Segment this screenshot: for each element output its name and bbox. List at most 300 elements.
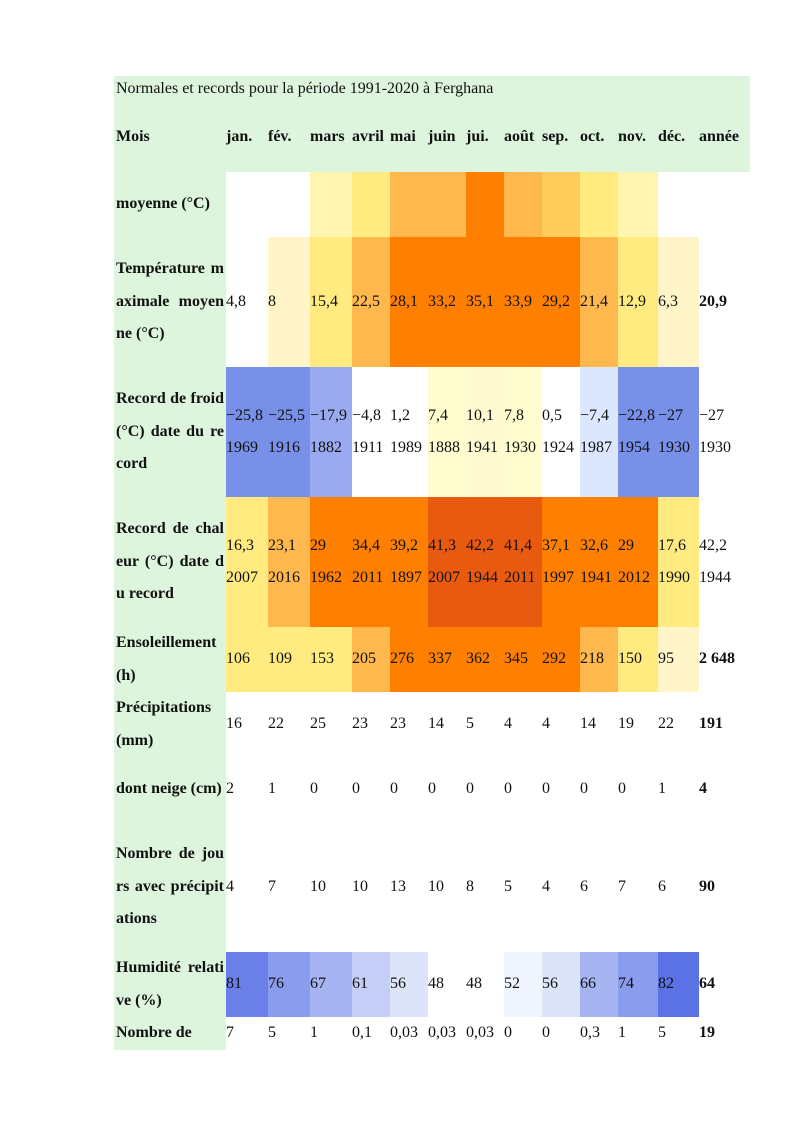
record-value: −17,9: [310, 406, 348, 424]
cell-temp-max-mai: [390, 237, 428, 367]
cell-jours-precip-aout: [504, 822, 542, 952]
cell-nombre-de-dec: [658, 1017, 699, 1050]
cell-record-froid-sep: [542, 367, 580, 497]
cell-value: 10: [352, 877, 368, 895]
cell-record-chaleur-avril: [352, 497, 390, 627]
cell-value: 0: [466, 780, 474, 798]
record-year: 2007: [428, 569, 460, 586]
cell-value: 0,3: [580, 1024, 600, 1041]
cell-temp-max-sep: [542, 237, 580, 367]
record-value: −4,8: [352, 406, 382, 424]
climate-table-container: [114, 76, 750, 1050]
cell-moyenne-juillet: [466, 172, 504, 237]
cell-nombre-de-avril: [352, 1017, 390, 1050]
cell-value: 15,4: [310, 292, 338, 310]
cell-value: 14: [580, 715, 596, 733]
cell-value: 29,2: [542, 292, 570, 310]
row-label-precipitations: Précipitations (mm): [114, 692, 226, 757]
cell-ensoleillement-annee: [699, 627, 750, 692]
cell-value: 95: [658, 650, 674, 668]
cell-humidite-sep: [542, 952, 580, 1017]
cell-value: 4: [542, 877, 550, 895]
header-row: [114, 102, 750, 172]
cell-ensoleillement-mai: [390, 627, 428, 692]
cell-precipitations-sep: [542, 692, 580, 757]
cell-value: 4: [504, 715, 512, 733]
record-value: −7,4: [580, 406, 610, 424]
cell-jours-precip-juin: [428, 822, 466, 952]
cell-value: 5: [466, 715, 474, 733]
record-year: 1944: [466, 569, 498, 586]
cell-record-chaleur-mai: [390, 497, 428, 627]
record-value: 32,6: [580, 536, 608, 554]
cell-ensoleillement-mars: [310, 627, 352, 692]
cell-humidite-nov: [618, 952, 658, 1017]
record-year: 2011: [504, 569, 536, 586]
cell-moyenne-oct: [580, 172, 618, 237]
row-record-chaleur: [114, 497, 750, 627]
row-label-neige: dont neige (cm): [114, 757, 226, 822]
cell-temp-max-annee: [699, 237, 750, 367]
cell-value: 8: [466, 877, 474, 895]
cell-humidite-oct: [580, 952, 618, 1017]
cell-record-chaleur-sep: [542, 497, 580, 627]
cell-value: 61: [352, 975, 368, 993]
cell-value: 48: [466, 975, 482, 993]
cell-nombre-de-oct: [580, 1017, 618, 1050]
cell-neige-juin: [428, 757, 466, 822]
cell-value: 0: [542, 780, 550, 798]
record-year: 2016: [268, 569, 300, 586]
cell-value: 52: [504, 975, 520, 993]
cell-neige-mai: [390, 757, 428, 822]
cell-neige-nov: [618, 757, 658, 822]
cell-value: 106: [226, 650, 250, 668]
annual-year: 1930: [699, 439, 731, 456]
record-value: 17,6: [658, 536, 686, 554]
cell-nombre-de-annee: [699, 1017, 750, 1050]
row-precipitations: [114, 692, 750, 757]
header-fev: fév.: [268, 102, 310, 172]
cell-nombre-de-fev: [268, 1017, 310, 1050]
record-value: 16,3: [226, 536, 254, 554]
cell-record-chaleur-aout: [504, 497, 542, 627]
annual-value: 90: [699, 877, 715, 895]
cell-moyenne-dec: [658, 172, 699, 237]
cell-moyenne-juin: [428, 172, 466, 237]
cell-value: 5: [504, 877, 512, 895]
record-value: 10,1: [466, 406, 494, 424]
record-year: 1989: [390, 439, 422, 456]
cell-value: 0: [352, 780, 360, 798]
header-nov: nov.: [618, 102, 658, 172]
cell-precipitations-juillet: [466, 692, 504, 757]
cell-value: 0: [618, 780, 626, 798]
cell-value: 28,1: [390, 292, 418, 310]
cell-value: 0,03: [390, 1024, 418, 1041]
cell-neige-jan: [226, 757, 268, 822]
annual-value: 2 648: [699, 650, 735, 668]
cell-ensoleillement-aout: [504, 627, 542, 692]
cell-neige-fev: [268, 757, 310, 822]
cell-moyenne-sep: [542, 172, 580, 237]
cell-nombre-de-sep: [542, 1017, 580, 1050]
annual-value: 64: [699, 975, 715, 993]
header-sep: sep.: [542, 102, 580, 172]
row-nombre-de: [114, 1017, 750, 1050]
cell-nombre-de-mars: [310, 1017, 352, 1050]
cell-record-froid-juillet: [466, 367, 504, 497]
climate-table: [114, 102, 750, 1050]
cell-neige-juillet: [466, 757, 504, 822]
cell-value: 0,1: [352, 1024, 372, 1041]
annual-value: 42,2: [699, 536, 727, 554]
cell-value: 19: [618, 715, 634, 733]
row-jours-precip: [114, 822, 750, 952]
cell-precipitations-jan: [226, 692, 268, 757]
row-moyenne: [114, 172, 750, 237]
record-year: 1997: [542, 569, 574, 586]
cell-value: 362: [466, 650, 490, 668]
record-value: −27: [658, 406, 684, 424]
cell-precipitations-oct: [580, 692, 618, 757]
cell-value: 4: [226, 877, 234, 895]
cell-temp-max-juillet: [466, 237, 504, 367]
cell-record-froid-juin: [428, 367, 466, 497]
cell-ensoleillement-nov: [618, 627, 658, 692]
cell-precipitations-avril: [352, 692, 390, 757]
cell-jours-precip-dec: [658, 822, 699, 952]
cell-precipitations-dec: [658, 692, 699, 757]
record-year: 1930: [658, 439, 690, 456]
cell-moyenne-annee: [699, 172, 750, 237]
record-value: −22,8: [618, 406, 656, 424]
cell-value: 205: [352, 650, 376, 668]
cell-temp-max-jan: [226, 237, 268, 367]
cell-jours-precip-oct: [580, 822, 618, 952]
cell-record-chaleur-dec: [658, 497, 699, 627]
cell-moyenne-mars: [310, 172, 352, 237]
record-year: 1897: [390, 569, 422, 586]
header-mai: mai: [390, 102, 428, 172]
cell-value: 345: [504, 650, 528, 668]
cell-value: 10: [310, 877, 326, 895]
cell-value: 1: [658, 780, 666, 798]
cell-record-froid-annee: [699, 367, 750, 497]
cell-nombre-de-mai: [390, 1017, 428, 1050]
cell-value: 6,3: [658, 292, 678, 310]
header-juin: juin: [428, 102, 466, 172]
cell-record-chaleur-annee: [699, 497, 750, 627]
cell-ensoleillement-avril: [352, 627, 390, 692]
cell-precipitations-mars: [310, 692, 352, 757]
cell-nombre-de-aout: [504, 1017, 542, 1050]
cell-value: 82: [658, 975, 674, 993]
row-label-record-froid: Record de froid (°C) date du record: [114, 367, 226, 497]
cell-value: 22: [658, 715, 674, 733]
record-value: −25,5: [268, 406, 306, 424]
cell-value: 76: [268, 975, 284, 993]
cell-value: 7: [226, 1024, 234, 1041]
record-year: 1916: [268, 439, 300, 456]
cell-value: 23: [352, 715, 368, 733]
record-value: 34,4: [352, 536, 380, 554]
cell-humidite-aout: [504, 952, 542, 1017]
cell-value: 0: [310, 780, 318, 798]
cell-value: 56: [390, 975, 406, 993]
record-value: 23,1: [268, 536, 296, 554]
cell-value: 150: [618, 650, 642, 668]
record-year: 1954: [618, 439, 650, 456]
record-value: 1,2: [390, 406, 410, 424]
row-label-record-chaleur: Record de chaleur (°C) date du record: [114, 497, 226, 627]
cell-value: 14: [428, 715, 444, 733]
cell-value: 1: [310, 1024, 318, 1041]
cell-humidite-mai: [390, 952, 428, 1017]
cell-neige-sep: [542, 757, 580, 822]
cell-neige-avril: [352, 757, 390, 822]
record-value: 0,5: [542, 406, 562, 424]
cell-neige-mars: [310, 757, 352, 822]
cell-value: 8: [268, 292, 276, 310]
row-humidite: [114, 952, 750, 1017]
cell-temp-max-dec: [658, 237, 699, 367]
row-label-ensoleillement: Ensoleillement (h): [114, 627, 226, 692]
cell-value: 218: [580, 650, 604, 668]
cell-value: 0: [542, 1024, 550, 1041]
cell-value: 337: [428, 650, 452, 668]
cell-jours-precip-nov: [618, 822, 658, 952]
header-aout: août: [504, 102, 542, 172]
cell-value: 48: [428, 975, 444, 993]
cell-precipitations-juin: [428, 692, 466, 757]
record-year: 1911: [352, 439, 384, 456]
record-year: 1941: [580, 569, 612, 586]
header-juillet: jui.: [466, 102, 504, 172]
cell-value: 74: [618, 975, 634, 993]
cell-jours-precip-mars: [310, 822, 352, 952]
record-year: 2012: [618, 569, 650, 586]
record-value: 39,2: [390, 536, 418, 554]
record-value: 7,8: [504, 406, 524, 424]
cell-humidite-jan: [226, 952, 268, 1017]
cell-precipitations-fev: [268, 692, 310, 757]
cell-value: 0: [390, 780, 398, 798]
cell-value: 13: [390, 877, 406, 895]
cell-value: 0: [504, 1024, 512, 1041]
cell-humidite-annee: [699, 952, 750, 1017]
header-jan: jan.: [226, 102, 268, 172]
cell-record-chaleur-juin: [428, 497, 466, 627]
cell-value: 6: [658, 877, 666, 895]
cell-precipitations-annee: [699, 692, 750, 757]
cell-ensoleillement-fev: [268, 627, 310, 692]
record-value: 29: [310, 536, 326, 554]
cell-record-froid-dec: [658, 367, 699, 497]
cell-moyenne-fev: [268, 172, 310, 237]
cell-record-chaleur-juillet: [466, 497, 504, 627]
record-value: 37,1: [542, 536, 570, 554]
record-year: 1990: [658, 569, 690, 586]
cell-humidite-dec: [658, 952, 699, 1017]
cell-value: 81: [226, 975, 242, 993]
record-year: 1969: [226, 439, 258, 456]
annual-year: 1944: [699, 569, 731, 586]
cell-value: 66: [580, 975, 596, 993]
cell-ensoleillement-oct: [580, 627, 618, 692]
cell-jours-precip-avril: [352, 822, 390, 952]
cell-value: 0: [428, 780, 436, 798]
annual-value: 19: [699, 1024, 715, 1041]
cell-nombre-de-juin: [428, 1017, 466, 1050]
cell-neige-annee: [699, 757, 750, 822]
cell-jours-precip-sep: [542, 822, 580, 952]
cell-jours-precip-juillet: [466, 822, 504, 952]
cell-temp-max-fev: [268, 237, 310, 367]
row-record-froid: [114, 367, 750, 497]
annual-value: 4: [699, 780, 707, 798]
cell-record-froid-nov: [618, 367, 658, 497]
cell-value: 4: [542, 715, 550, 733]
cell-temp-max-oct: [580, 237, 618, 367]
row-neige: [114, 757, 750, 822]
cell-value: 292: [542, 650, 566, 668]
cell-humidite-juin: [428, 952, 466, 1017]
cell-humidite-avril: [352, 952, 390, 1017]
cell-temp-max-aout: [504, 237, 542, 367]
cell-moyenne-jan: [226, 172, 268, 237]
cell-ensoleillement-jan: [226, 627, 268, 692]
cell-ensoleillement-sep: [542, 627, 580, 692]
cell-record-froid-oct: [580, 367, 618, 497]
record-value: 7,4: [428, 406, 448, 424]
cell-value: 1: [268, 780, 276, 798]
cell-value: 7: [268, 877, 276, 895]
cell-record-froid-mai: [390, 367, 428, 497]
record-year: 1930: [504, 439, 536, 456]
cell-value: 1: [618, 1024, 626, 1041]
cell-value: 25: [310, 715, 326, 733]
cell-temp-max-nov: [618, 237, 658, 367]
cell-value: 2: [226, 780, 234, 798]
cell-value: 23: [390, 715, 406, 733]
row-temp-max: [114, 237, 750, 367]
cell-value: 67: [310, 975, 326, 993]
row-label-nombre-de: Nombre de: [114, 1017, 226, 1050]
cell-record-froid-fev: [268, 367, 310, 497]
cell-value: 0: [580, 780, 588, 798]
row-label-jours-precip: Nombre de jours avec précipitations: [114, 822, 226, 952]
cell-jours-precip-fev: [268, 822, 310, 952]
record-year: 1987: [580, 439, 612, 456]
cell-temp-max-mars: [310, 237, 352, 367]
annual-value: 191: [699, 715, 723, 733]
cell-temp-max-avril: [352, 237, 390, 367]
cell-precipitations-nov: [618, 692, 658, 757]
cell-humidite-juillet: [466, 952, 504, 1017]
cell-value: 0,03: [428, 1024, 456, 1041]
cell-value: 33,9: [504, 292, 532, 310]
cell-value: 56: [542, 975, 558, 993]
header-avril: avril: [352, 102, 390, 172]
cell-jours-precip-jan: [226, 822, 268, 952]
cell-temp-max-juin: [428, 237, 466, 367]
table-body: [114, 102, 750, 1050]
cell-ensoleillement-dec: [658, 627, 699, 692]
cell-value: 22,5: [352, 292, 380, 310]
cell-record-chaleur-nov: [618, 497, 658, 627]
record-value: −25,8: [226, 406, 264, 424]
record-value: 41,4: [504, 536, 532, 554]
cell-precipitations-mai: [390, 692, 428, 757]
record-value: 41,3: [428, 536, 456, 554]
cell-record-froid-mars: [310, 367, 352, 497]
cell-value: 10: [428, 877, 444, 895]
cell-value: 153: [310, 650, 334, 668]
record-value: 42,2: [466, 536, 494, 554]
cell-value: 5: [658, 1024, 666, 1041]
cell-precipitations-aout: [504, 692, 542, 757]
header-oct: oct.: [580, 102, 618, 172]
cell-value: 7: [618, 877, 626, 895]
cell-neige-aout: [504, 757, 542, 822]
cell-record-froid-jan: [226, 367, 268, 497]
cell-ensoleillement-juillet: [466, 627, 504, 692]
cell-value: 35,1: [466, 292, 494, 310]
record-value: 29: [618, 536, 634, 554]
header-dec: déc.: [658, 102, 699, 172]
cell-moyenne-avril: [352, 172, 390, 237]
record-year: 1888: [428, 439, 460, 456]
cell-moyenne-mai: [390, 172, 428, 237]
cell-jours-precip-mai: [390, 822, 428, 952]
cell-value: 33,2: [428, 292, 456, 310]
cell-moyenne-aout: [504, 172, 542, 237]
header-mars: mars: [310, 102, 352, 172]
cell-value: 22: [268, 715, 284, 733]
record-year: 2011: [352, 569, 384, 586]
annual-value: −27: [699, 406, 725, 424]
record-year: 1941: [466, 439, 498, 456]
cell-value: 5: [268, 1024, 276, 1041]
annual-value: 20,9: [699, 292, 727, 310]
cell-nombre-de-nov: [618, 1017, 658, 1050]
cell-neige-dec: [658, 757, 699, 822]
cell-nombre-de-jan: [226, 1017, 268, 1050]
cell-value: 0,03: [466, 1024, 494, 1041]
row-label-temp-max: Température maximale moyenne (°C): [114, 237, 226, 367]
cell-value: 12,9: [618, 292, 646, 310]
cell-value: 16: [226, 715, 242, 733]
cell-ensoleillement-juin: [428, 627, 466, 692]
cell-nombre-de-juillet: [466, 1017, 504, 1050]
cell-value: 0: [504, 780, 512, 798]
header-mois: Mois: [114, 102, 226, 172]
cell-record-chaleur-jan: [226, 497, 268, 627]
record-year: 2007: [226, 569, 258, 586]
cell-record-froid-avril: [352, 367, 390, 497]
row-label-humidite: Humidité relative (%): [114, 952, 226, 1017]
cell-value: 4,8: [226, 292, 246, 310]
cell-record-chaleur-oct: [580, 497, 618, 627]
record-year: 1882: [310, 439, 342, 456]
cell-humidite-fev: [268, 952, 310, 1017]
cell-humidite-mars: [310, 952, 352, 1017]
cell-value: 21,4: [580, 292, 608, 310]
cell-value: 276: [390, 650, 414, 668]
record-year: 1962: [310, 569, 342, 586]
cell-value: 109: [268, 650, 292, 668]
